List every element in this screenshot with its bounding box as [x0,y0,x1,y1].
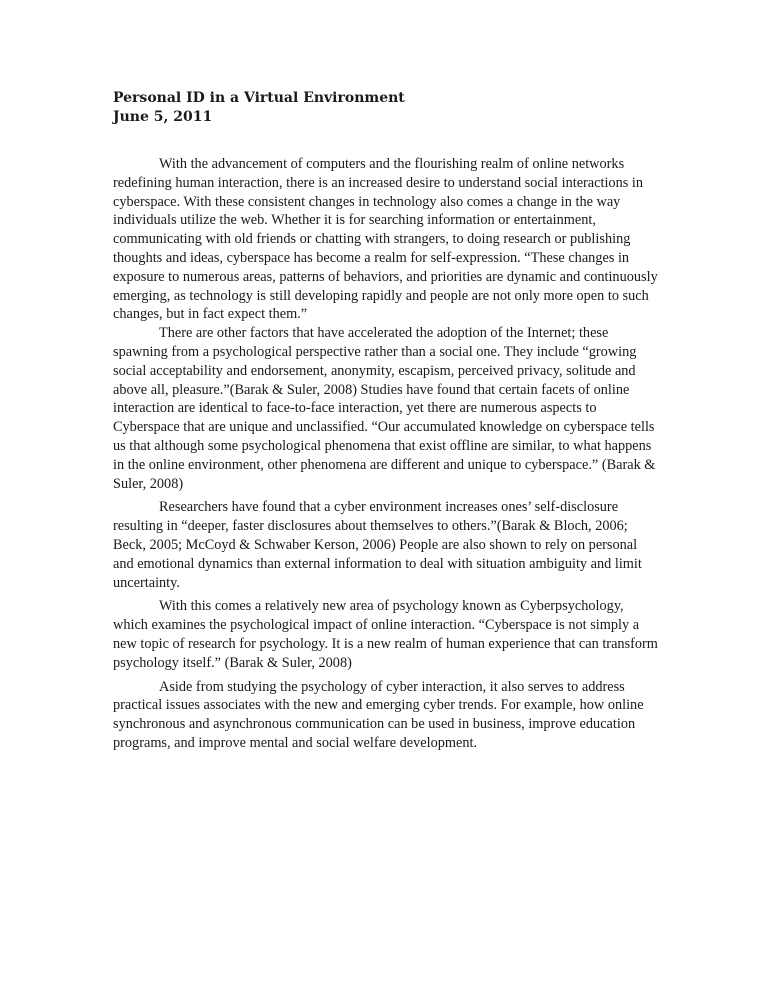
paragraph-5: Aside from studying the psychology of cyber interaction, it also serves to address practical issues associates with the new and emerging cyber trends. For example, how online synchronous and asynchronous communication can be used in business, improve education programs, and improve mental and social welfare development. [113,678,644,751]
paragraph-3: Researchers have found that a cyber environment increases ones’ self-disclosure resulting in “deeper, faster disclosures about themselves to others.”(Barak & Bloch, 2006; Beck, 2005; McCoyd & Schwaber Kerson, 2006) People are also shown to rely on personal and emotional dynamics than external information to deal with situation ambiguity and limit uncertainty. [113,499,642,591]
document-date: June 5, 2011 [113,109,213,125]
document-text [113,155,658,753]
paragraph-4: With this comes a relatively new area of psychology known as Cyberpsychology, which examines the psychological impact of online interaction. “Cyberspace is not simply a new topic of research for psychology. It is a new realm of human experience that can transform psychology itself.” (Barak & Suler, 2008) [113,598,658,671]
paragraph-2: There are other factors that have accelerated the adoption of the Internet; these spawning from a psychological perspective rather than a social one. They include “growing social acceptability and endorsement, anonymity, escapism, perceived privacy, solitude and above all, pleasure.”(Barak & Suler, 2008) Studies have found that certain facets of online interaction are identical to face-to-face interaction, yet there are numerous aspects to Cyberspace that are unique and unclassified. “Our accumulated knowledge on cyberspace tells us that although some psychological phenomena that exist offline are similar, to what happens in the online environment, other phenomena are different and unique to cyberspace.” (Barak & Suler, 2008) [113,325,656,492]
paragraph-1: With the advancement of computers and the flourishing realm of online networks redefining human interaction, there is an increased desire to understand social interactions in cyberspace. With these consistent changes in technology also comes a change in the way individuals utilize the web. Whether it is for searching information or entertainment, communicating with old friends or chatting with strangers, to doing research or publishing thoughts and ideas, cyberspace has become a realm for self-expression. “These changes in exposure to numerous areas, patterns of behaviors, and priorities are dynamic and continuously emerging, as technology is still developing rapidly and people are not only more open to such changes, but in fact expect them.” [113,156,658,323]
document-title: Personal ID in a Virtual Environment [113,90,405,106]
document-body [113,89,658,753]
